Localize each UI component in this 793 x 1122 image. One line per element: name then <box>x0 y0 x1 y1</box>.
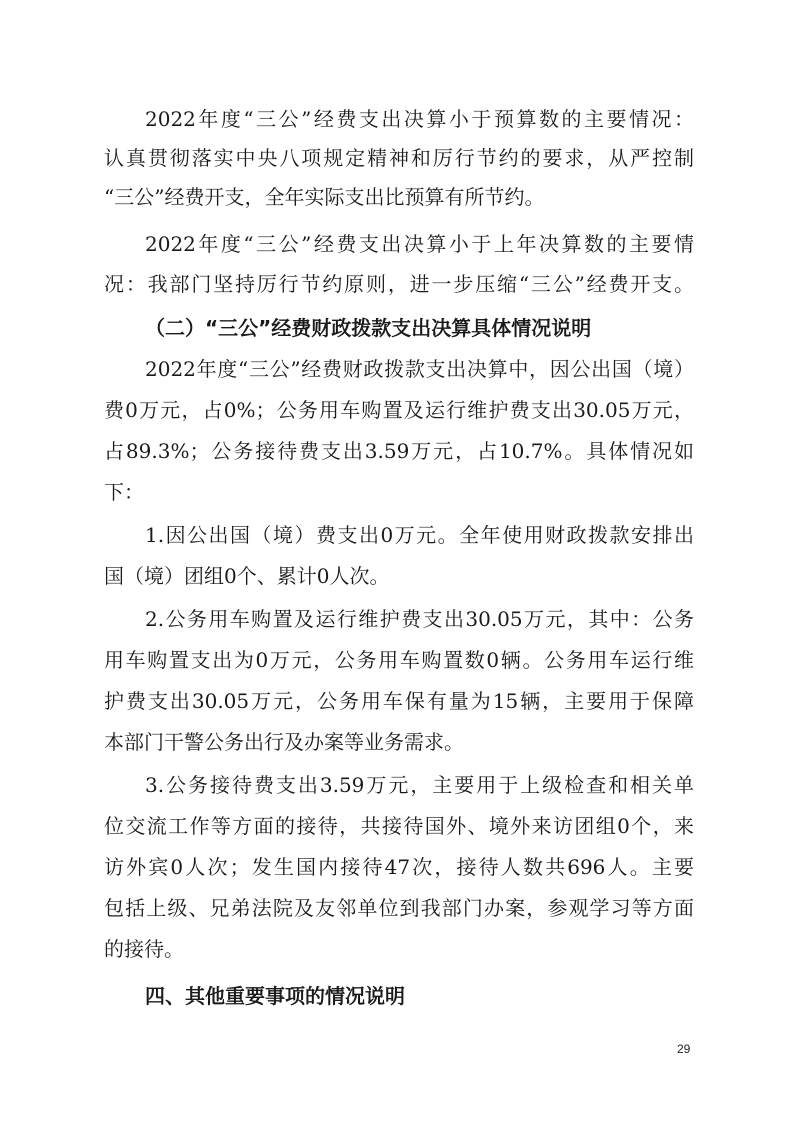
section-heading-4: 四、其他重要事项的情况说明 <box>145 984 405 1008</box>
page-number: 29 <box>677 1042 691 1056</box>
paragraph-line: 认真贯彻落实中央八项规定精神和厉行节约的要求，从严控制 <box>104 146 694 170</box>
paragraph-line: 本部门干警公务出行及办案等业务需求。 <box>104 730 464 754</box>
paragraph-line: “三公”经费开支，全年实际支出比预算有所节约。 <box>104 185 545 209</box>
paragraph-line: 1.因公出国（境）费支出0万元。全年使用财政拨款安排出 <box>145 523 694 547</box>
paragraph-line: 占89.3%；公务接待费支出3.59万元，占10.7%。具体情况如 <box>104 439 694 463</box>
paragraph-line: 访外宾0人次；发生国内接待47次，接待人数共696人。主要 <box>104 855 694 879</box>
paragraph-line: 3.公务接待费支出3.59万元，主要用于上级检查和相关单 <box>145 773 694 797</box>
paragraph-line: 2.公务用车购置及运行维护费支出30.05万元，其中：公务 <box>145 607 694 631</box>
paragraph-line: 用车购置支出为0万元，公务用车购置数0辆。公务用车运行维 <box>104 648 694 672</box>
paragraph-line: 国（境）团组0个、累计0人次。 <box>104 564 390 588</box>
paragraph-line: 下： <box>104 480 144 504</box>
paragraph-line: 况：我部门坚持厉行节约原则，进一步压缩“三公”经费开支。 <box>104 272 694 296</box>
paragraph-line: 2022年度“三公”经费支出决算小于预算数的主要情况： <box>145 107 694 131</box>
paragraph-line: 包括上级、兄弟法院及友邻单位到我部门办案，参观学习等方面 <box>104 896 694 920</box>
paragraph-line: 费0万元，占0%；公务用车购置及运行维护费支出30.05万元， <box>104 398 694 422</box>
paragraph-line: 位交流工作等方面的接待，共接待国外、境外来访团组0个，来 <box>104 814 694 838</box>
section-heading-2: （二）“三公”经费财政拨款支出决算具体情况说明 <box>145 316 592 340</box>
paragraph-line: 2022年度“三公”经费支出决算小于上年决算数的主要情 <box>145 232 694 256</box>
paragraph-line: 的接待。 <box>104 937 184 961</box>
paragraph-line: 2022年度“三公”经费财政拨款支出决算中，因公出国（境） <box>145 357 694 381</box>
paragraph-line: 护费支出30.05万元，公务用车保有量为15辆，主要用于保障 <box>104 689 694 713</box>
